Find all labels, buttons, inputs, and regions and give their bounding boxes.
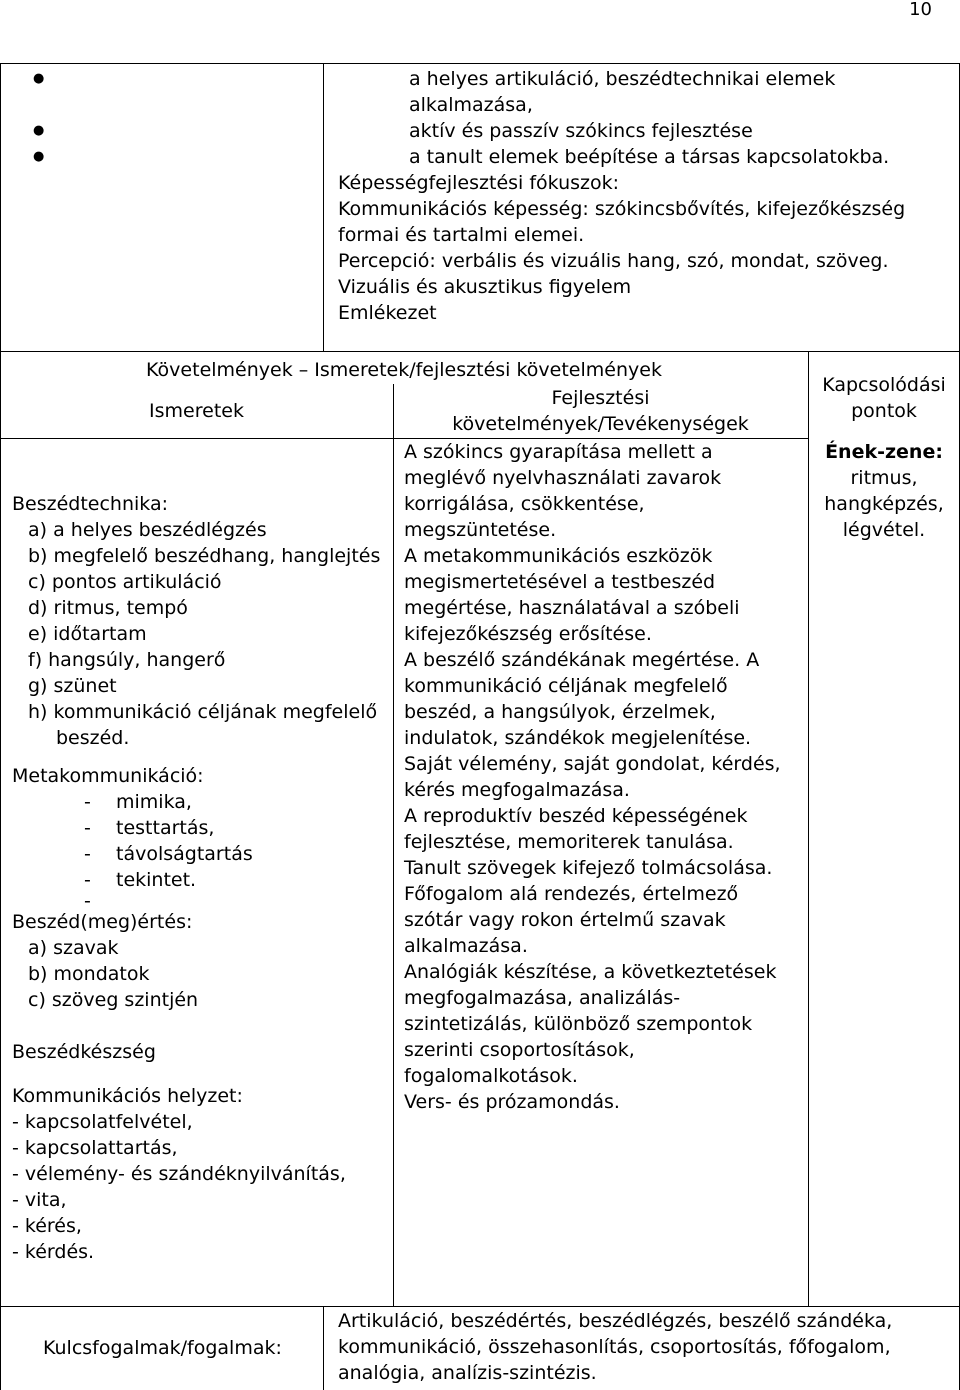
top-section (338, 66, 958, 326)
text-line: ritmus, (850, 467, 918, 489)
text-line: beszéd, a hangsúlyok, érzelmek, (404, 701, 716, 723)
list-item: e) időtartam (28, 623, 147, 645)
text-line: kifejezőkészség erősítése. (404, 623, 652, 645)
list-item: h) kommunikáció céljának megfelelő (28, 701, 378, 723)
text-line: Analógiák készítése, a következtetések (404, 961, 777, 983)
beszedtechnika-title: Beszédtechnika: (12, 493, 169, 515)
helyzet-title: Kommunikációs helyzet: (12, 1085, 243, 1107)
list-item: - testtartás, (84, 817, 215, 839)
list-item: b) mondatok (28, 963, 150, 985)
text-line: A reproduktív beszéd képességének (404, 805, 748, 827)
text-line: megismertetésével a testbeszéd (404, 571, 716, 593)
list-item: - kérés, (12, 1215, 82, 1237)
text-line: korrigálása, csökkentése, (404, 493, 645, 515)
text-line: Vers- és prózamondás. (404, 1091, 620, 1113)
focus-line: Vizuális és akusztikus figyelem (338, 276, 632, 298)
text-line: indulatok, szándékok megjelenítése. (404, 727, 752, 749)
list-item: f) hangsúly, hangerő (28, 649, 226, 671)
ismeretek-column (12, 491, 392, 1265)
list-item-cont: alkalmazása, (409, 94, 533, 116)
text-line: A metakommunikációs eszközök (404, 545, 713, 567)
text-line: megértése, használatával a szóbeli (404, 597, 740, 619)
text-line: megszüntetése. (404, 519, 557, 541)
enek-zene-title: Ének-zene: (825, 441, 943, 463)
beszedkeszseg-title: Beszédkészség (12, 1041, 156, 1063)
list-item-cont: beszéd. (56, 727, 130, 749)
list-item: - kapcsolatfelvétel, (12, 1111, 193, 1133)
focus-title: Képességfejlesztési fókuszok: (338, 172, 620, 194)
divider-kulcs-column (323, 1306, 324, 1390)
megertes-title: Beszéd(meg)értés: (12, 911, 193, 933)
focus-line: formai és tartalmi elemei. (338, 224, 585, 246)
kapcsolodasi-column (808, 439, 960, 543)
divider-top-column (323, 63, 324, 351)
list-item: c) szöveg szintjén (28, 989, 199, 1011)
page-number: 10 (909, 0, 932, 20)
table-border-left (0, 63, 1, 1390)
list-item: b) megfelelő beszédhang, hanglejtés (28, 545, 381, 567)
text-line: alkalmazása. (404, 935, 528, 957)
list-item: - mimika, (84, 791, 192, 813)
text-line: kommunikáció céljának megfelelő (404, 675, 728, 697)
text-line: A szókincs gyarapítása mellett a (404, 441, 713, 463)
text-line: A beszélő szándékának megértése. A (404, 649, 760, 671)
list-item: ● aktív és passzív szókincs fejlesztése (0, 118, 958, 144)
text-line: hangképzés, (824, 493, 944, 515)
list-item: ● a tanult elemek beépítése a társas kapcsolatokba. (0, 144, 958, 170)
list-item: a) szavak (28, 937, 119, 959)
text-line: megfogalmazása, analizálás- (404, 987, 681, 1009)
list-item: - tekintet. (84, 869, 197, 891)
text-line: Saját vélemény, saját gondolat, kérdés, (404, 753, 781, 775)
list-item: c) pontos artikuláció (28, 571, 222, 593)
text-line: szótár vagy rokon értelmű szavak (404, 909, 726, 931)
kulcsfogalmak-text: Artikuláció, beszédértés, beszédlégzés, beszélő szándéka, kommunikáció, összehasonlítás, csoportosítás, főfogalom, analógia, analízis-szintézis. (338, 1310, 893, 1384)
text-line: fejlesztése, memoriterek tanulása. (404, 831, 734, 853)
list-item: - távolságtartás (84, 843, 253, 865)
table-border-top (0, 63, 960, 64)
kulcsfogalmak-label: Kulcsfogalmak/fogalmak: (43, 1337, 282, 1359)
list-item: ● a helyes artikuláció, beszédtechnikai elemek (0, 66, 958, 92)
header-kapcsolodasi: Kapcsolódási pontok (822, 374, 946, 422)
list-item: a) a helyes beszédlégzés (28, 519, 267, 541)
meta-title: Metakommunikáció: (12, 765, 204, 787)
header-ismeretek: Ismeretek (149, 400, 244, 422)
focus-line: Kommunikációs képesség: szókincsbővítés, kifejezőkészség (338, 198, 906, 220)
list-item: - kérdés. (12, 1241, 95, 1263)
focus-line: Percepció: verbális és vizuális hang, szó, mondat, szöveg. (338, 250, 889, 272)
fejlesztesi-column (404, 439, 808, 1115)
divider-kulcs (0, 1306, 960, 1307)
header-fejlesztesi: Fejlesztési követelmények/Tevékenységek (452, 387, 749, 435)
text-line: meglévő nyelvhasználati zavarok (404, 467, 722, 489)
text-line: Tanult szövegek kifejező tolmácsolása. (404, 857, 773, 879)
divider-left-column (393, 384, 394, 1306)
text-line: légvétel. (842, 519, 926, 541)
list-item: g) szünet (28, 675, 117, 697)
text-line: kérés megfogalmazása. (404, 779, 630, 801)
list-item: d) ritmus, tempó (28, 597, 188, 619)
text-line: szintetizálás, különböző szempontok (404, 1013, 753, 1035)
dash: - (84, 890, 91, 912)
text-line: szerinti csoportosítások, (404, 1039, 635, 1061)
text-line: Főfogalom alá rendezés, értelmező (404, 883, 739, 905)
divider-top-section (0, 351, 960, 352)
text-line: fogalomalkotások. (404, 1065, 578, 1087)
list-item: - kapcsolattartás, (12, 1137, 178, 1159)
list-item: - vélemény- és szándéknyilvánítás, (12, 1163, 346, 1185)
focus-line: Emlékezet (338, 302, 437, 324)
header-main: Követelmények – Ismeretek/fejlesztési követelmények (146, 359, 662, 381)
list-item: - vita, (12, 1189, 67, 1211)
